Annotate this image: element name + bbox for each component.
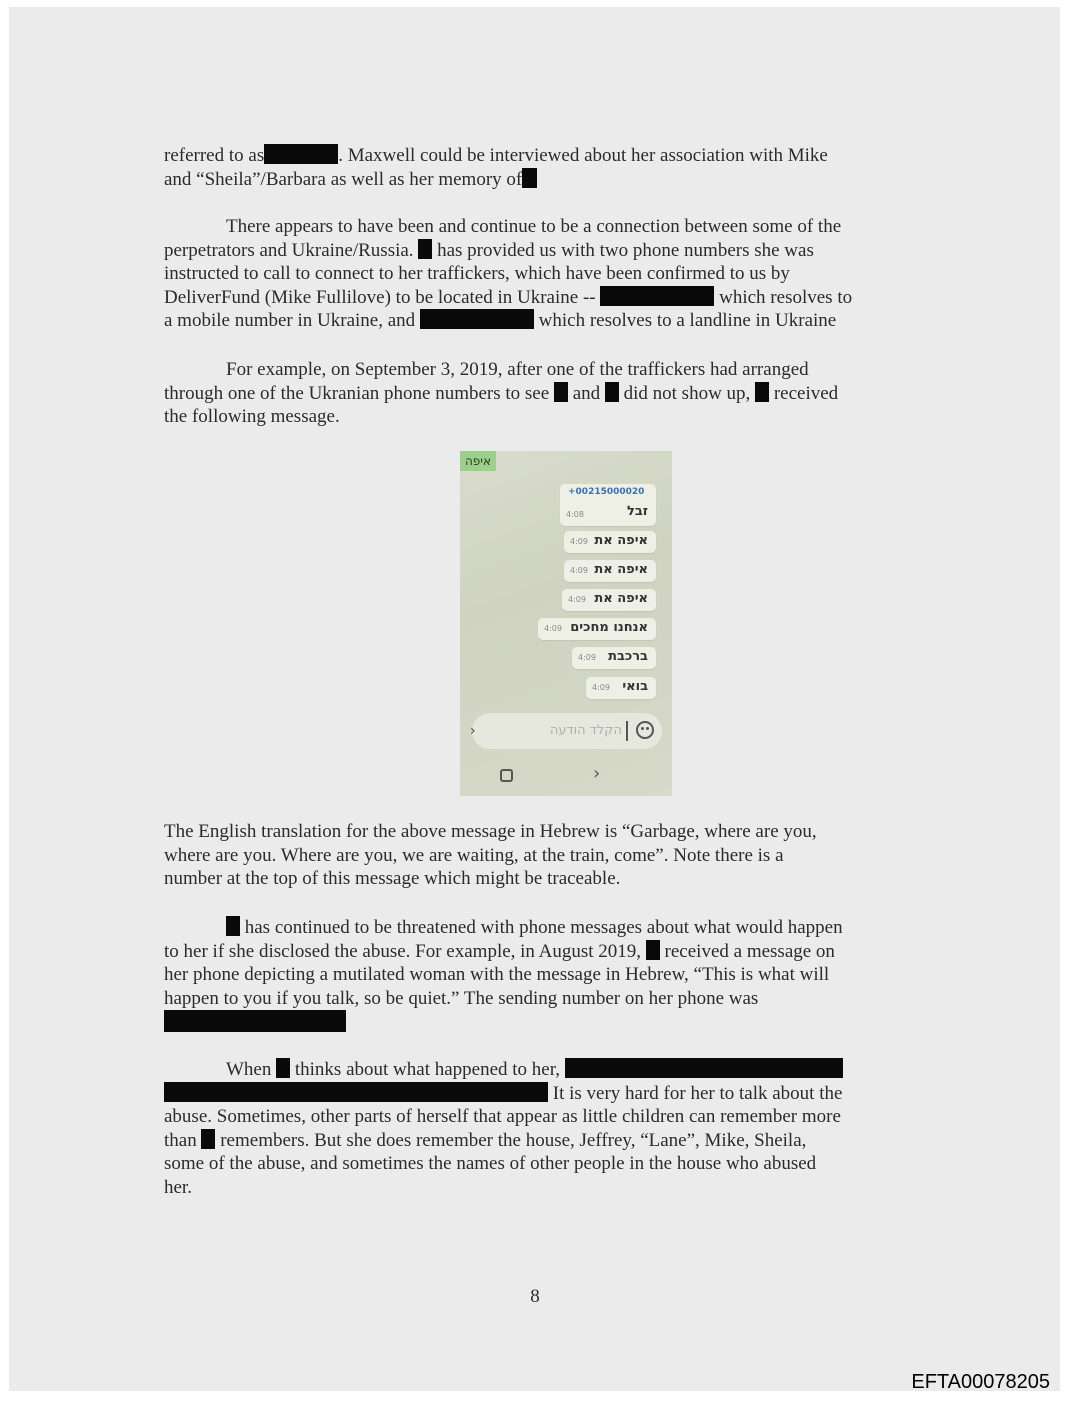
message-time: 4:09 xyxy=(578,653,596,662)
page-number: 8 xyxy=(530,1286,540,1307)
text-segment: and xyxy=(567,382,605,404)
redaction-box xyxy=(755,382,769,402)
message-text: ברכבת xyxy=(608,649,648,664)
bates-number: EFTA00078205 xyxy=(911,1371,1050,1393)
redaction-box xyxy=(554,382,568,402)
redaction-box xyxy=(565,1058,843,1078)
text-segment: which resolves to xyxy=(714,286,853,308)
message-time: 4:09 xyxy=(570,566,588,575)
redaction-box xyxy=(522,168,537,188)
text-segment: The English translation for the above message in Hebrew is “Garbage, where are you, xyxy=(164,821,817,842)
message-time: 4:09 xyxy=(544,624,562,633)
text-segment: some of the abuse, and sometimes the names of other people in the house who abused xyxy=(164,1153,817,1175)
redaction-box xyxy=(226,916,240,936)
text-segment: to her if she disclosed the abuse. For example, in August 2019, xyxy=(164,940,646,962)
redaction-box xyxy=(418,239,432,259)
android-nav-bar xyxy=(460,763,672,796)
paragraph-1 xyxy=(164,144,904,191)
text-segment: received a message on xyxy=(659,940,835,962)
text-segment: remembers. But she does remember the house, Jeffrey, “Lane”, Mike, Sheila, xyxy=(215,1129,807,1151)
text-segment: There appears to have been and continue to be a connection between some of the xyxy=(226,216,842,237)
message-bubble xyxy=(560,484,656,526)
text-segment: a mobile number in Ukraine, and xyxy=(164,310,420,332)
message-time: 4:08 xyxy=(566,510,584,519)
text-segment: DeliverFund (Mike Fullilove) to be located in Ukraine -- xyxy=(164,286,601,308)
message-bubble xyxy=(586,677,656,699)
message-bubble xyxy=(562,589,656,611)
text-segment: her phone depicting a mutilated woman with the message in Hebrew, “This is what will xyxy=(164,964,830,986)
message-text: בואי xyxy=(622,679,648,694)
text-segment: instructed to call to connect to her traffickers, which have been confirmed to us by xyxy=(164,263,790,285)
message-text: איפה את xyxy=(594,533,648,548)
paragraph-6 xyxy=(164,1058,904,1200)
phone-screenshot-image xyxy=(460,451,672,796)
message-time: 4:09 xyxy=(568,595,586,604)
redaction-box xyxy=(605,382,619,402)
message-bubble xyxy=(564,560,656,582)
input-placeholder: הקלד הודעה xyxy=(549,723,622,738)
text-segment: her. xyxy=(164,1176,192,1198)
paragraph-2 xyxy=(164,215,904,333)
text-segment: happen to you if you talk, so be quiet.” The sending number on her phone was xyxy=(164,987,759,1009)
text-segment: abuse. Sometimes, other parts of herself that appear as little children can remember more xyxy=(164,1106,841,1128)
text-segment: which resolves to a landline in Ukraine xyxy=(533,310,837,332)
text-segment: . Maxwell could be interviewed about her association with Mike xyxy=(338,145,828,166)
text-segment: and “Sheila”/Barbara as well as her memory of xyxy=(164,168,523,190)
text-segment: where are you. Where are you, we are waiting, at the train, come”. Note there is a xyxy=(164,844,784,866)
paragraph-3 xyxy=(164,358,904,429)
text-segment: When xyxy=(226,1059,277,1080)
text-segment: than xyxy=(164,1129,202,1151)
chevron-left-icon: › xyxy=(470,723,476,739)
home-icon xyxy=(500,769,513,782)
message-time: 4:09 xyxy=(592,683,610,692)
redaction-box xyxy=(201,1129,215,1149)
redaction-box xyxy=(276,1058,290,1078)
message-text: איפה את xyxy=(594,562,648,577)
paragraph-4 xyxy=(164,820,904,891)
message-text: אנחנו מחכים xyxy=(570,620,648,635)
text-segment: has provided us with two phone numbers she was xyxy=(432,239,814,261)
sender-number: +00215000020 xyxy=(568,487,645,497)
text-segment: has continued to be threatened with phone messages about what would happen xyxy=(240,917,843,938)
message-text: זבל xyxy=(627,504,648,519)
redaction-box xyxy=(646,940,660,960)
chevron-right-icon: › xyxy=(593,763,601,784)
chat-header-label: איפה xyxy=(460,451,496,471)
text-segment: It is very hard for her to talk about the xyxy=(548,1082,843,1104)
redaction-box xyxy=(264,144,338,164)
message-text: איפה את xyxy=(594,591,648,606)
message-time: 4:09 xyxy=(570,537,588,546)
text-segment: did not show up, xyxy=(618,382,756,404)
message-input xyxy=(472,713,662,749)
text-cursor xyxy=(626,721,628,741)
message-bubble xyxy=(538,618,656,640)
emoji-icon xyxy=(636,721,654,739)
text-segment: the following message. xyxy=(164,406,340,428)
paragraph-5 xyxy=(164,916,904,1035)
message-bubble xyxy=(572,647,656,669)
redaction-box xyxy=(420,309,534,329)
text-segment: through one of the Ukranian phone numbers to see xyxy=(164,382,554,404)
redaction-box xyxy=(164,1082,548,1102)
text-segment: referred to as xyxy=(164,145,265,166)
text-segment: thinks about what happened to her, xyxy=(290,1059,565,1080)
text-segment: perpetrators and Ukraine/Russia. xyxy=(164,239,414,261)
message-bubble xyxy=(564,531,656,553)
text-segment: For example, on September 3, 2019, after one of the traffickers had arranged xyxy=(226,359,809,380)
text-segment: number at the top of this message which might be traceable. xyxy=(164,868,621,890)
redaction-box xyxy=(600,286,714,306)
text-segment: received xyxy=(769,382,839,404)
redaction-box xyxy=(164,1010,346,1032)
